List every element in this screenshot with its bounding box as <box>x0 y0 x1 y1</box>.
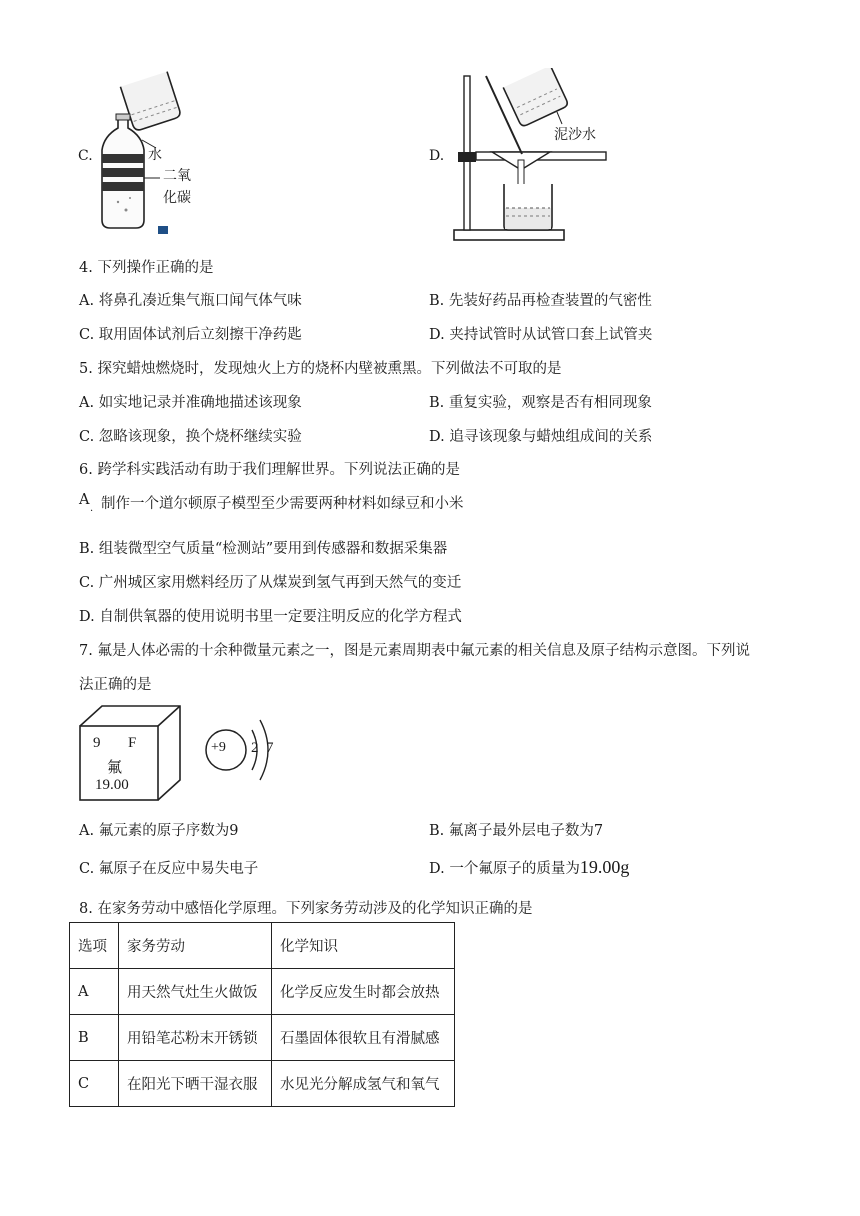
q5-option-d: D. 追寻该现象与蜡烛组成间的关系 <box>429 429 653 445</box>
table-header-cell: 化学知识 <box>272 923 455 969</box>
q4-option-d: D. 夹持试管时从试管口套上试管夹 <box>429 327 653 343</box>
q4-option-c: C. 取用固体试剂后立刻擦干净药匙 <box>79 327 302 343</box>
q7-option-c: C. 氟原子在反应中易失电子 <box>79 861 259 877</box>
table-cell: A <box>70 969 119 1015</box>
atom-shell-2-electrons: 7 <box>266 740 274 756</box>
q6-option-a-dot: · <box>90 506 94 517</box>
q4-option-a: A. 将鼻孔凑近集气瓶口闻气体气味 <box>79 293 302 309</box>
table-cell: C <box>70 1061 119 1107</box>
figure-d-illustration <box>452 68 632 244</box>
q6-option-a-letter: A <box>79 492 90 508</box>
figure-c-co2-label-1: 二氧 <box>163 168 191 184</box>
q5-option-b: B. 重复实验，观察是否有相同现象 <box>429 395 652 411</box>
table-row <box>70 1061 455 1107</box>
table-row <box>70 1015 455 1061</box>
figure-d-label: D. <box>429 148 445 164</box>
q7-option-d-prefix: D. 一个氟原子的质量为 <box>429 861 580 877</box>
q6-option-d: D. 自制供氧器的使用说明书里一定要注明反应的化学方程式 <box>79 609 462 625</box>
q4-stem: 4. 下列操作正确的是 <box>79 260 214 276</box>
table-cell: 水见光分解成氢气和氧气 <box>272 1061 455 1107</box>
q5-option-c: C. 忽略该现象，换个烧杯继续实验 <box>79 429 302 445</box>
q7-option-d <box>429 857 629 878</box>
figure-c-co2-label-2: 化碳 <box>163 190 191 206</box>
q4-option-b: B. 先装好药品再检查装置的气密性 <box>429 293 652 309</box>
table-header-row <box>70 923 455 969</box>
table-cell: 用天然气灶生火做饭 <box>119 969 272 1015</box>
q6-stem: 6. 跨学科实践活动有助于我们理解世界。下列说法正确的是 <box>79 462 460 478</box>
table-cell: B <box>70 1015 119 1061</box>
table-cell: 用铅笔芯粉末开锈锁 <box>119 1015 272 1061</box>
q8-stem: 8. 在家务劳动中感悟化学原理。下列家务劳动涉及的化学知识正确的是 <box>79 901 533 917</box>
q5-stem: 5. 探究蜡烛燃烧时，发现烛火上方的烧杯内壁被熏黑。下列做法不可取的是 <box>79 361 562 377</box>
table-header-cell: 家务劳动 <box>119 923 272 969</box>
q7-option-a: A. 氟元素的原子序数为9 <box>79 823 239 839</box>
figure-c-water-label: 水 <box>148 147 162 163</box>
q7-stem-line2: 法正确的是 <box>79 677 152 693</box>
q7-option-d-value: 19.00g <box>579 857 630 877</box>
figure-d-muddy-water-label: 泥沙水 <box>554 127 596 143</box>
element-atomic-number: 9 <box>93 735 101 751</box>
element-atomic-mass: 19.00 <box>95 777 129 793</box>
table-row <box>70 969 455 1015</box>
q7-option-b: B. 氟离子最外层电子数为7 <box>429 823 604 839</box>
table-cell: 石墨固体很软且有滑腻感 <box>272 1015 455 1061</box>
atom-nucleus-charge: +9 <box>211 740 226 755</box>
atom-shell-1-electrons: 2 <box>251 740 259 756</box>
q6-option-c: C. 广州城区家用燃料经历了从煤炭到氢气再到天然气的变迁 <box>79 575 462 591</box>
table-header-cell: 选项 <box>70 923 119 969</box>
element-symbol: F <box>128 735 137 751</box>
table-cell: 在阳光下晒干湿衣服 <box>119 1061 272 1107</box>
q7-stem-line1: 7. 氟是人体必需的十余种微量元素之一，图是元素周期表中氟元素的相关信息及原子结构示意图。下列说 <box>79 643 750 659</box>
q5-option-a: A. 如实地记录并准确地描述该现象 <box>79 395 302 411</box>
q6-option-b: B. 组装微型空气质量“检测站”要用到传感器和数据采集器 <box>79 541 448 557</box>
q8-table <box>69 922 455 1107</box>
element-name: 氟 <box>107 758 123 776</box>
q6-option-a-text: 制作一个道尔顿原子模型至少需要两种材料如绿豆和小米 <box>101 496 464 512</box>
table-cell: 化学反应发生时都会放热 <box>272 969 455 1015</box>
figure-c-label: C. <box>78 148 93 164</box>
element-cell-frame <box>78 704 182 802</box>
